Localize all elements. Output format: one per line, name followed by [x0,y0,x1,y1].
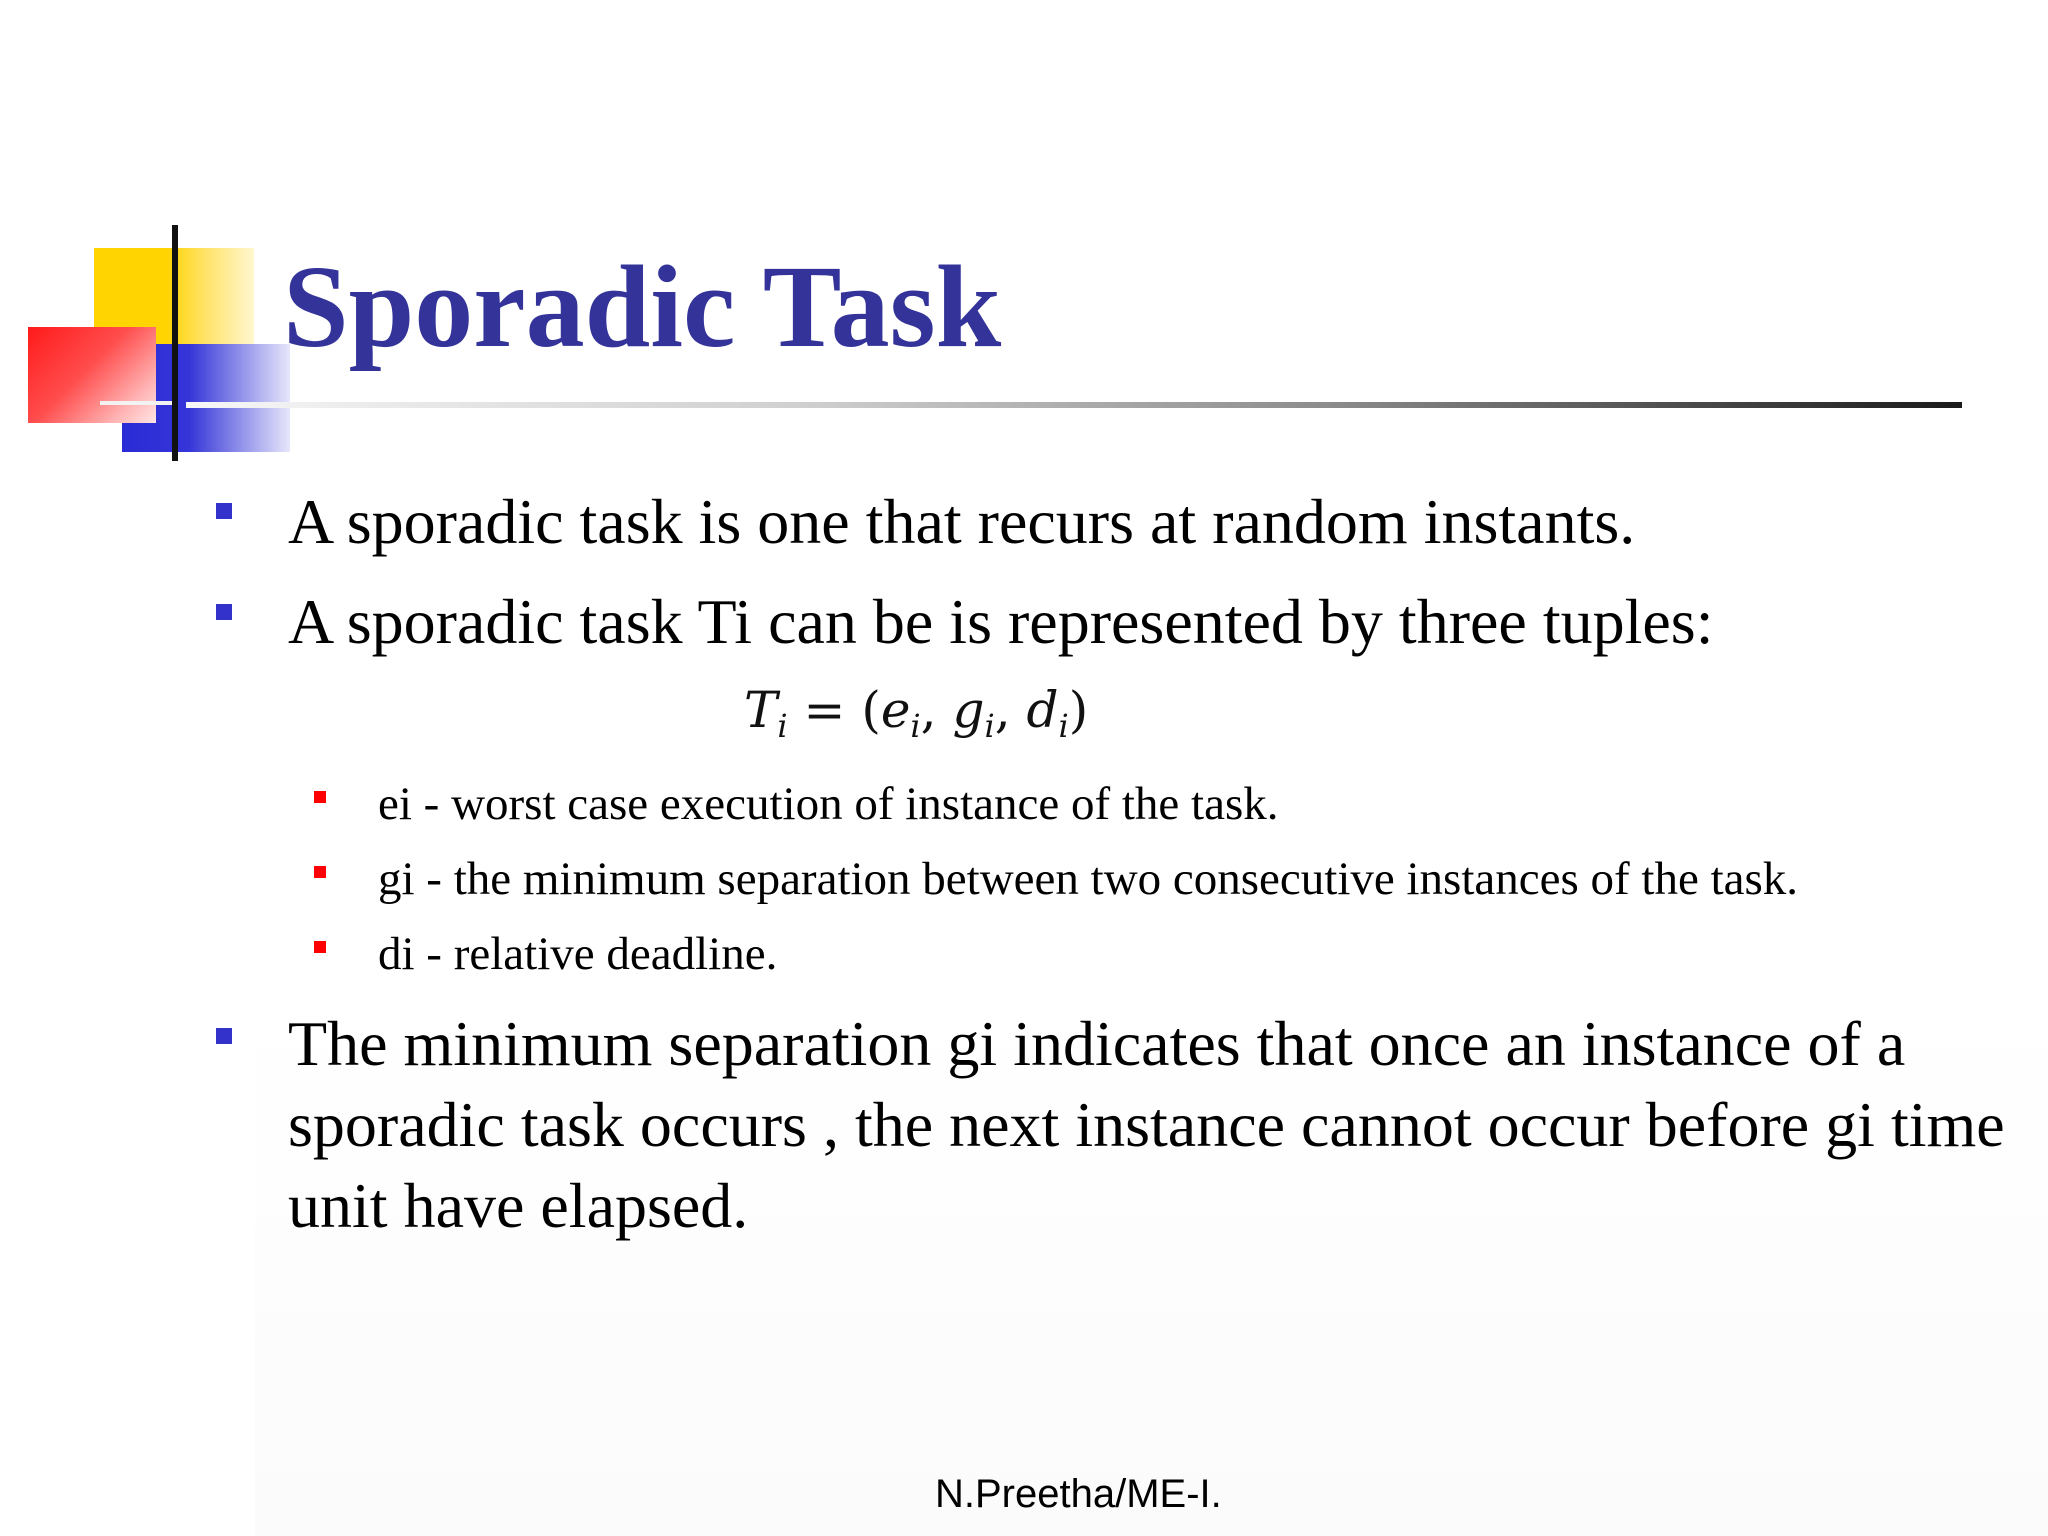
bullet-square-icon [216,503,232,519]
bullet-text: A sporadic task is one that recurs at random instants. [288,486,1636,557]
bullet-square-icon [216,1028,232,1044]
title-underline [186,402,1962,408]
sub-bullet-square-icon [314,866,326,878]
sub-bullet-square-icon [314,791,326,803]
sub-bullet-text: gi - the minimum separation between two consecutive instances of the task. [378,853,1799,905]
decoration-red-square [28,327,156,423]
bullet-text: A sporadic task Ti can be is represented by three tuples: [288,586,1714,657]
slide-title: Sporadic Task [283,241,1002,372]
footer-author: N.Preetha/ME-I. [935,1472,1222,1516]
tuple-formula: $T_i = (e_i$, $g_i$, $d_i$) [744,681,1089,745]
sub-bullet-square-icon [314,941,326,953]
sub-bullet-text: ei - worst case execution of instance of the task. [378,778,1279,830]
sub-bullet-text: di - relative deadline. [378,928,778,980]
decoration-horizontal-line [100,401,172,405]
decoration-vertical-line [172,225,178,461]
closing-bullet-text: The minimum separation gi indicates that once an instance of a sporadic task occurs , the next instance cannot occur before gi time unit have elapsed. [288,1008,2005,1241]
bullet-square-icon [216,604,232,620]
